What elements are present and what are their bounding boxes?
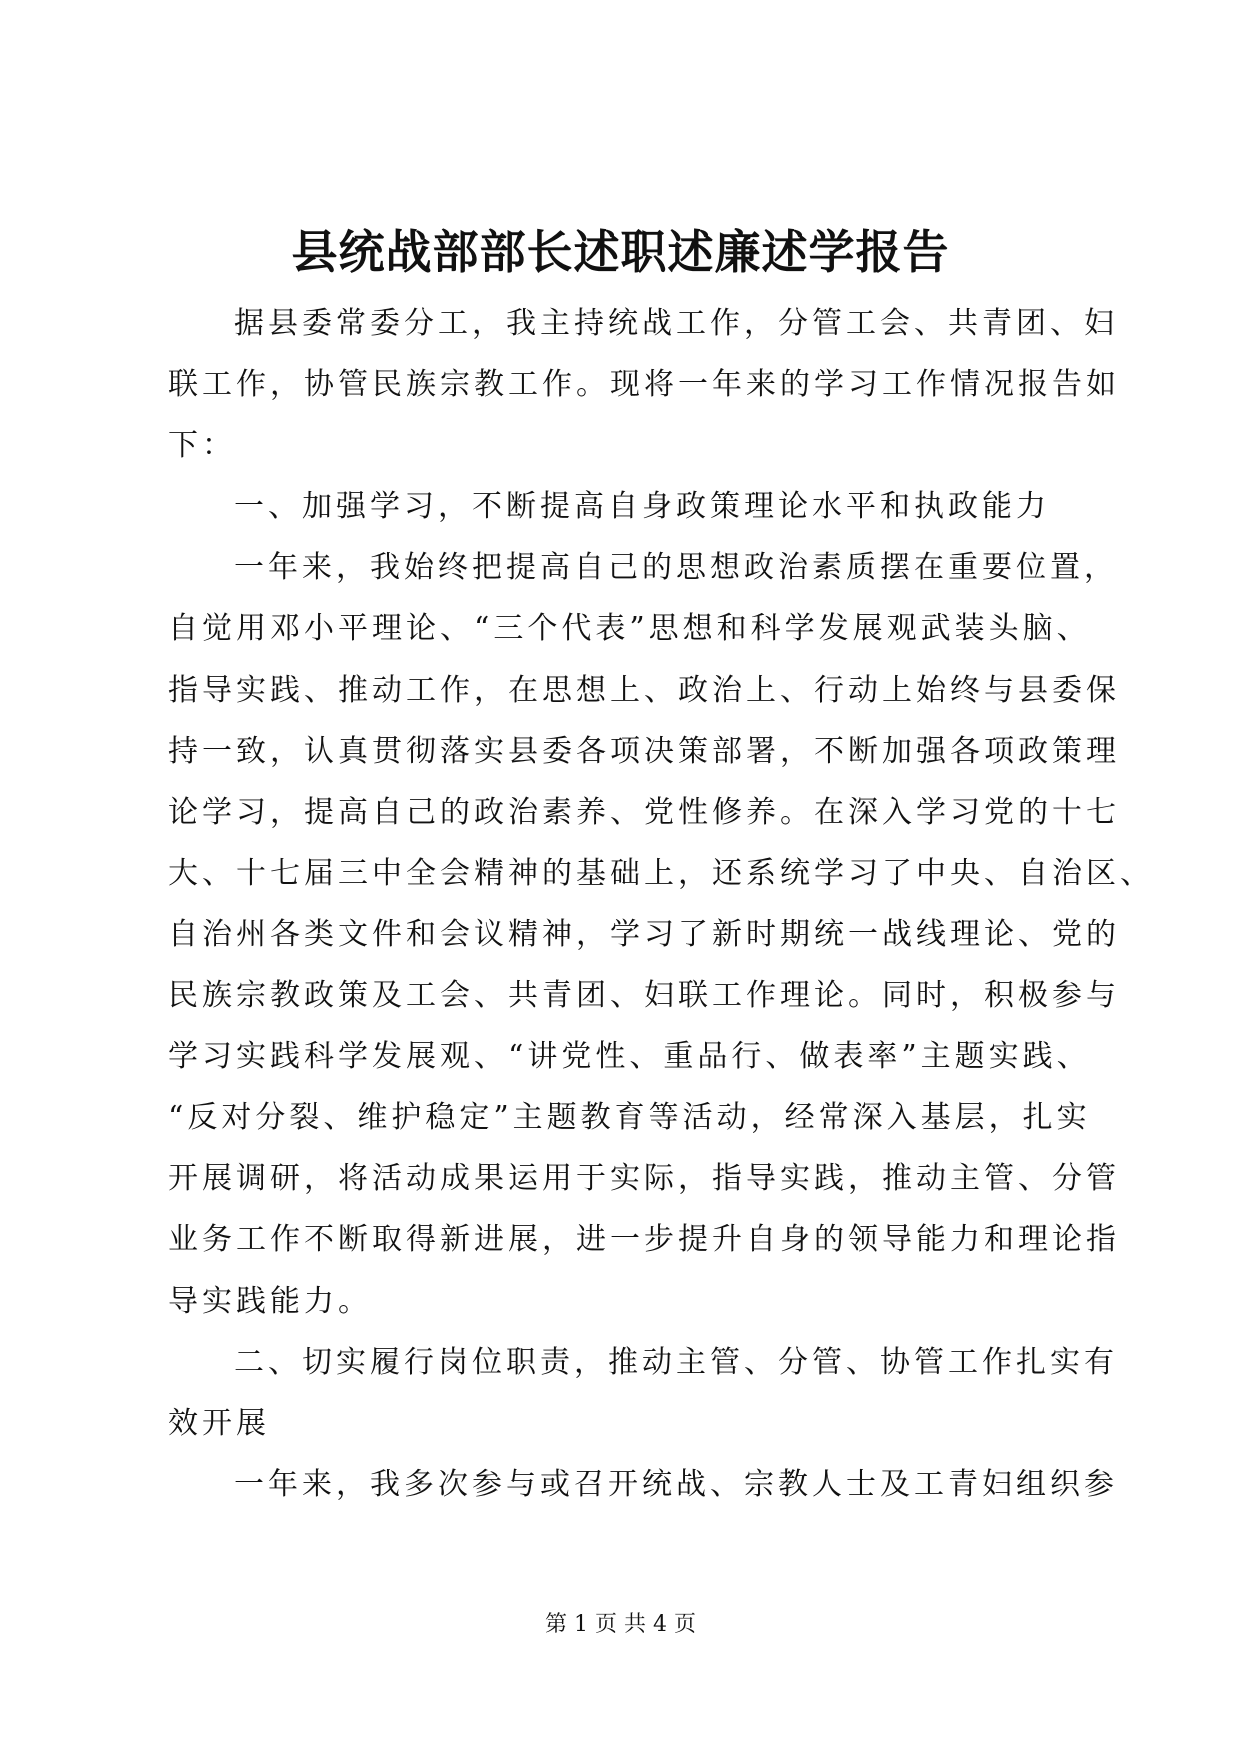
paragraph-line: “反对分裂、维护稳定”主题教育等活动，经常深入基层，扎实 (168, 1100, 1091, 1136)
paragraph-line: 据县委常委分工，我主持统战工作，分管工会、共青团、妇 (234, 306, 1118, 341)
paragraph-line: 学习实践科学发展观、“讲党性、重品行、做表率”主题实践、 (168, 1039, 1091, 1075)
document-body (168, 293, 1154, 1515)
paragraph-line: 持一致，认真贯彻落实县委各项决策部署，不断加强各项政策理 (168, 733, 1120, 769)
section-heading: 一、加强学习，不断提高自身政策理论水平和执政能力 (234, 489, 1050, 525)
paragraph-line: 自觉用邓小平理论、“三个代表”思想和科学发展观武装头脑、 (168, 611, 1091, 647)
paragraph-line: 自治州各类文件和会议精神，学习了新时期统一战线理论、党的 (168, 916, 1120, 952)
section-heading: 二、切实履行岗位职责，推动主管、分管、协管工作扎实有 (234, 1344, 1118, 1380)
paragraph-line: 民族宗教政策及工会、共青团、妇联工作理论。同时，积极参与 (168, 978, 1120, 1014)
paragraph-line: 导实践能力。 (168, 1283, 372, 1319)
paragraph-line: 大、十七届三中全会精神的基础上，还系统学习了中央、自治区、 (168, 855, 1154, 891)
paragraph-line: 论学习，提高自己的政治素养、党性修养。在深入学习党的十七 (168, 794, 1120, 830)
document-title: 县统战部部长述职述廉述学报告 (291, 225, 950, 279)
paragraph-line: 一年来，我始终把提高自己的思想政治素质摆在重要位置， (234, 550, 1118, 586)
section-heading-continued: 效开展 (168, 1405, 270, 1441)
paragraph-line: 联工作，协管民族宗教工作。现将一年来的学习工作情况报告如 (168, 367, 1120, 403)
page-footer: 第 1 页 共 4 页 (545, 1612, 696, 1637)
paragraph-line: 指导实践、推动工作，在思想上、政治上、行动上始终与县委保 (168, 672, 1120, 708)
paragraph-line: 开展调研，将活动成果运用于实际，指导实践，推动主管、分管 (168, 1161, 1120, 1197)
paragraph-line: 一年来，我多次参与或召开统战、宗教人士及工青妇组织参 (234, 1466, 1118, 1502)
paragraph-line: 业务工作不断取得新进展，进一步提升自身的领导能力和理论指 (168, 1222, 1120, 1258)
paragraph-line: 下： (168, 428, 236, 464)
